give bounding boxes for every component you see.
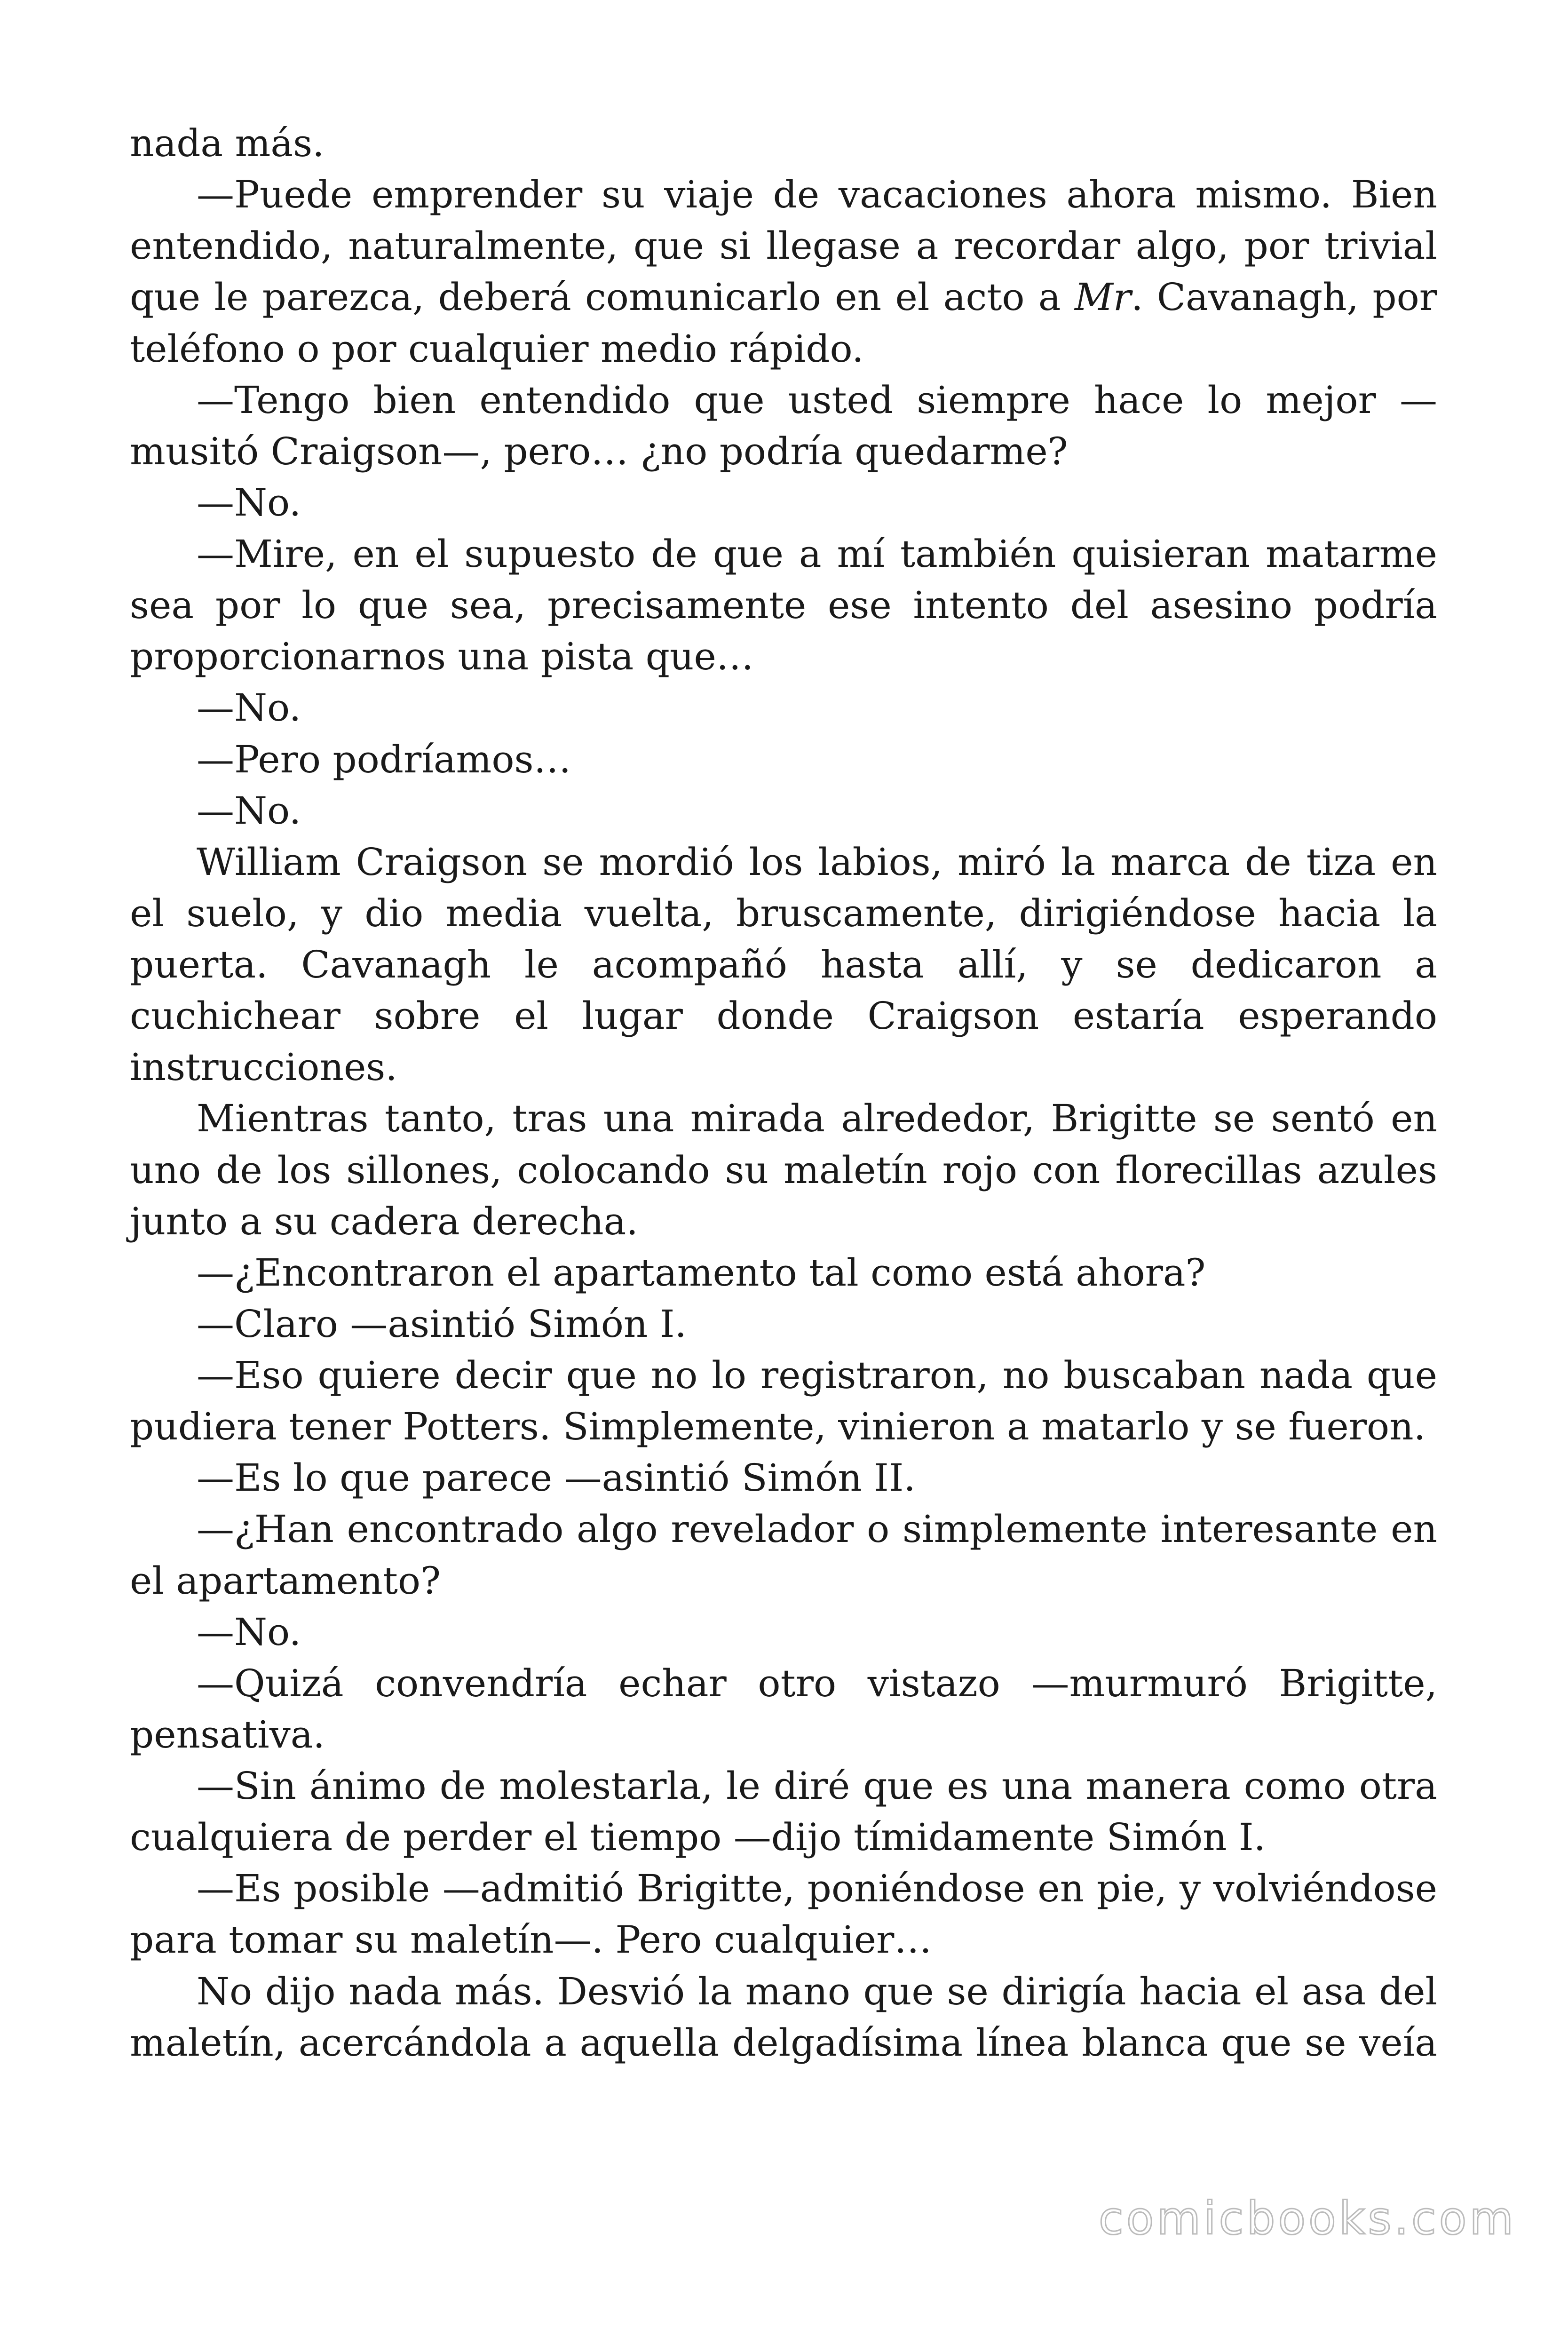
paragraph: —Puede emprender su viaje de vacaciones ahora mismo. Bien entendido, naturalmente, que si llegase a recordar algo, por trivial que le parezca, deberá comunicarlo en el acto a Mr. Cavanagh, por teléfono o por cualquier medio rápido.	[130, 173, 1437, 371]
paragraph: —Eso quiere decir que no lo registraron, no buscaban nada que pudiera tener Potters. Simplemente, vinieron a matarlo y se fueron.	[130, 1353, 1437, 1449]
paragraph: —Es posible —admitió Brigitte, poniéndose en pie, y volviéndose para tomar su maletín—. Pero cualquier…	[130, 1867, 1437, 1962]
paragraph: Mientras tanto, tras una mirada alrededor, Brigitte se sentó en uno de los sillones, colocando su maletín rojo con florecillas azules junto a su cadera derecha.	[130, 1097, 1437, 1243]
paragraph: —Mire, en el supuesto de que a mí también quisieran matarme sea por lo que sea, precisamente ese intento del asesino podría proporcionarnos una pista que…	[130, 532, 1437, 679]
paragraph: —Pero podríamos…	[197, 737, 571, 781]
paragraph: —¿Encontraron el apartamento tal como está ahora?	[197, 1250, 1206, 1295]
paragraph: nada más.	[130, 121, 325, 165]
paragraph: —No.	[197, 480, 301, 524]
paragraph: —Quizá convendría echar otro vistazo —murmuró Brigitte, pensativa.	[130, 1661, 1437, 1756]
paragraph: —Claro —asintió Simón I.	[197, 1302, 687, 1346]
paragraph: —No.	[197, 1610, 301, 1654]
italic-abbreviation: Mr	[1074, 275, 1132, 319]
paragraph: No dijo nada más. Desvió la mano que se dirigía hacia el asa del maletín, acercándola a aquella delgadísima línea blanca que se veía	[130, 1969, 1437, 2065]
paragraph: William Craigson se mordió los labios, miró la marca de tiza en el suelo, y dio media vuelta, bruscamente, dirigiéndose hacia la puerta. Cavanagh le acompañó hasta allí, y se dedicaron a cuchichear sobre el lugar donde Craigson estaría esperando instrucciones.	[130, 840, 1437, 1089]
paragraph: —Es lo que parece —asintió Simón II.	[197, 1456, 916, 1500]
paragraph: —No.	[197, 686, 301, 730]
watermark: comicbooks.com	[1098, 2192, 1516, 2245]
paragraph: —Sin ánimo de molestarla, le diré que es una manera como otra cualquiera de perder el tiempo —dijo tímidamente Simón I.	[130, 1764, 1437, 1859]
paragraph: —No.	[197, 788, 301, 833]
page-text	[130, 118, 1437, 2068]
paragraph: —¿Han encontrado algo revelador o simplemente interesante en el apartamento?	[130, 1507, 1437, 1603]
paragraph: —Tengo bien entendido que usted siempre hace lo mejor —musitó Craigson—, pero… ¿no podría quedarme?	[130, 378, 1437, 473]
